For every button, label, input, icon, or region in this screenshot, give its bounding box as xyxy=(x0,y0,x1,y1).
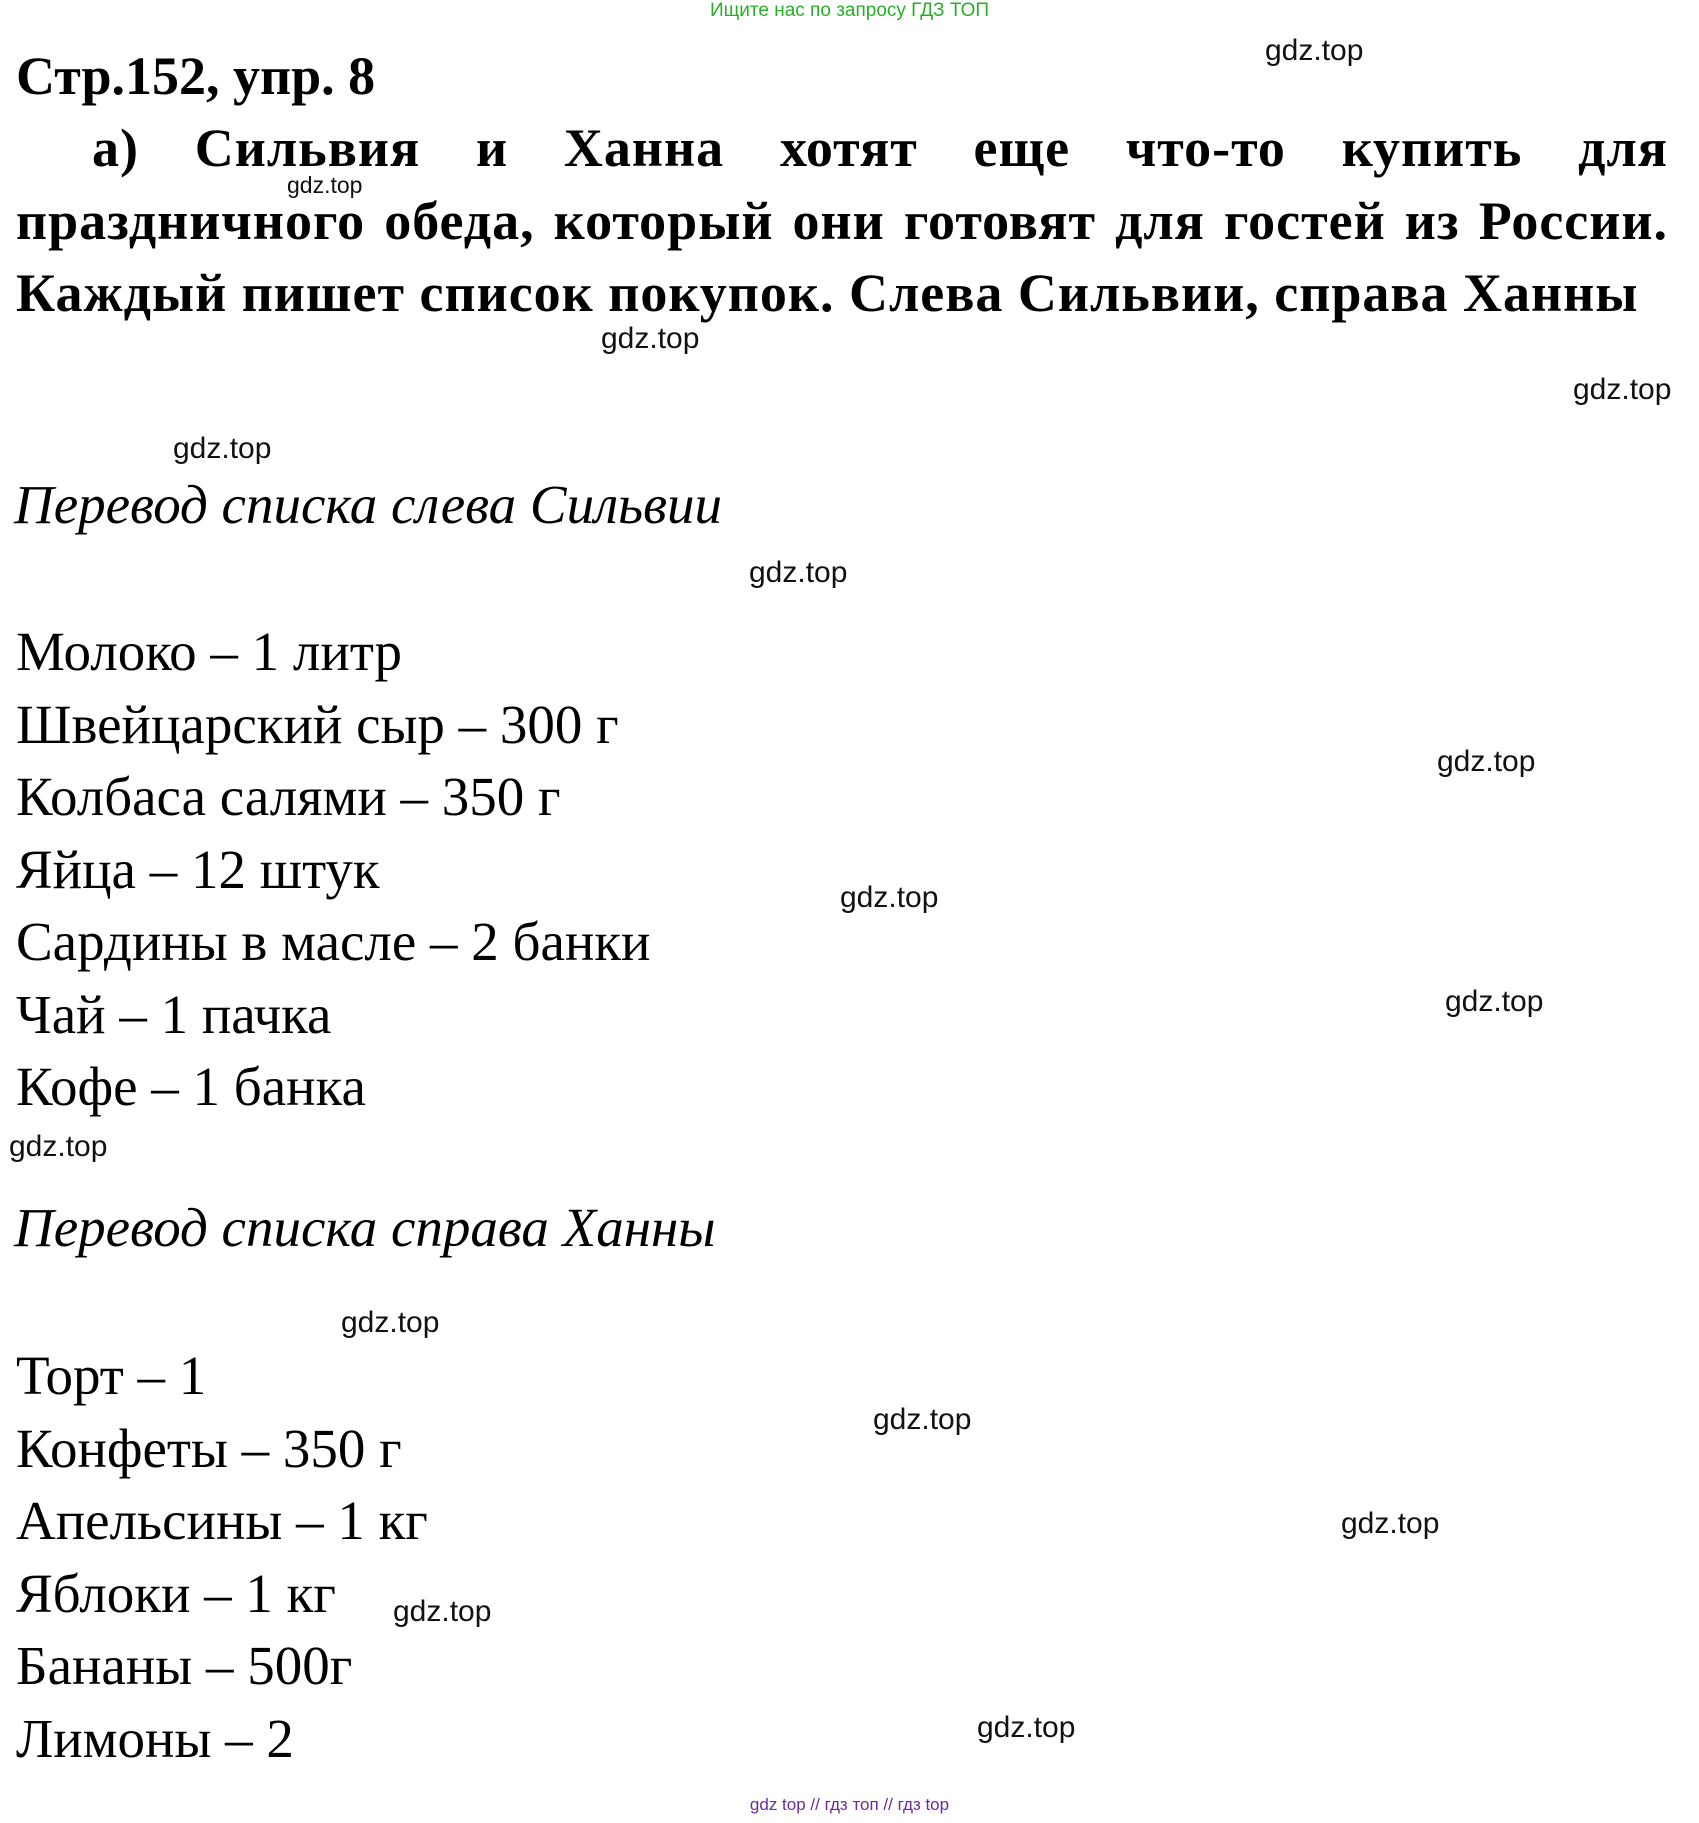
section-heading-silvia: Перевод списка слева Сильвии xyxy=(14,474,722,535)
list-item: Апельсины – 1 кг xyxy=(16,1490,428,1551)
list-item: Торт – 1 xyxy=(16,1345,207,1406)
watermark: gdz.top xyxy=(749,556,848,589)
list-item: Яйца – 12 штук xyxy=(16,838,380,900)
list-item: Конфеты – 350 г xyxy=(16,1417,402,1479)
list-item: Колбаса салями – 350 г xyxy=(16,766,561,827)
list-item: Бананы – 500г xyxy=(16,1635,353,1696)
watermark: gdz.top xyxy=(9,1130,108,1163)
watermark: gdz.top xyxy=(601,322,700,355)
section-heading-hanna: Перевод списка справа Ханны xyxy=(14,1197,716,1258)
task-text: а) Сильвия и Ханна хотят еще что-то купить для праздничного обеда, который они готовят для гостей из России. Каждый пишет список покупок. Слева Сильвии, справа Ханны xyxy=(16,118,1668,323)
shopping-list-silvia xyxy=(16,616,651,1124)
list-item: Кофе – 1 банка xyxy=(16,1056,366,1117)
footer-watermark: gdz top // гдз топ // гдз top xyxy=(749,1795,950,1814)
list-item: Сардины в масле – 2 банки xyxy=(16,911,651,972)
page-title: Стр.152, упр. 8 xyxy=(16,46,376,106)
watermark: gdz.top xyxy=(1573,373,1672,406)
list-item: Молоко – 1 литр xyxy=(16,621,403,682)
watermark: gdz.top xyxy=(1437,745,1536,778)
list-item: Яблоки – 1 кг xyxy=(16,1562,336,1624)
watermark: gdz.top xyxy=(1265,34,1364,67)
watermark: gdz.top xyxy=(1341,1507,1440,1540)
watermark: gdz.top xyxy=(873,1403,972,1436)
watermark: gdz.top xyxy=(840,881,939,914)
list-item: Швейцарский сыр – 300 г xyxy=(16,693,619,755)
list-item: Лимоны – 2 xyxy=(16,1707,294,1769)
watermark: gdz.top xyxy=(173,432,272,465)
watermark: gdz.top xyxy=(393,1595,492,1628)
watermark: gdz.top xyxy=(287,172,363,198)
list-item: Чай – 1 пачка xyxy=(16,983,332,1045)
top-banner: Ищите нас по запросу ГДЗ ТОП xyxy=(709,0,990,21)
watermark: gdz.top xyxy=(1445,985,1544,1018)
shopping-list-hanna xyxy=(16,1340,428,1775)
watermark: gdz.top xyxy=(341,1306,440,1339)
watermark: gdz.top xyxy=(977,1711,1076,1744)
